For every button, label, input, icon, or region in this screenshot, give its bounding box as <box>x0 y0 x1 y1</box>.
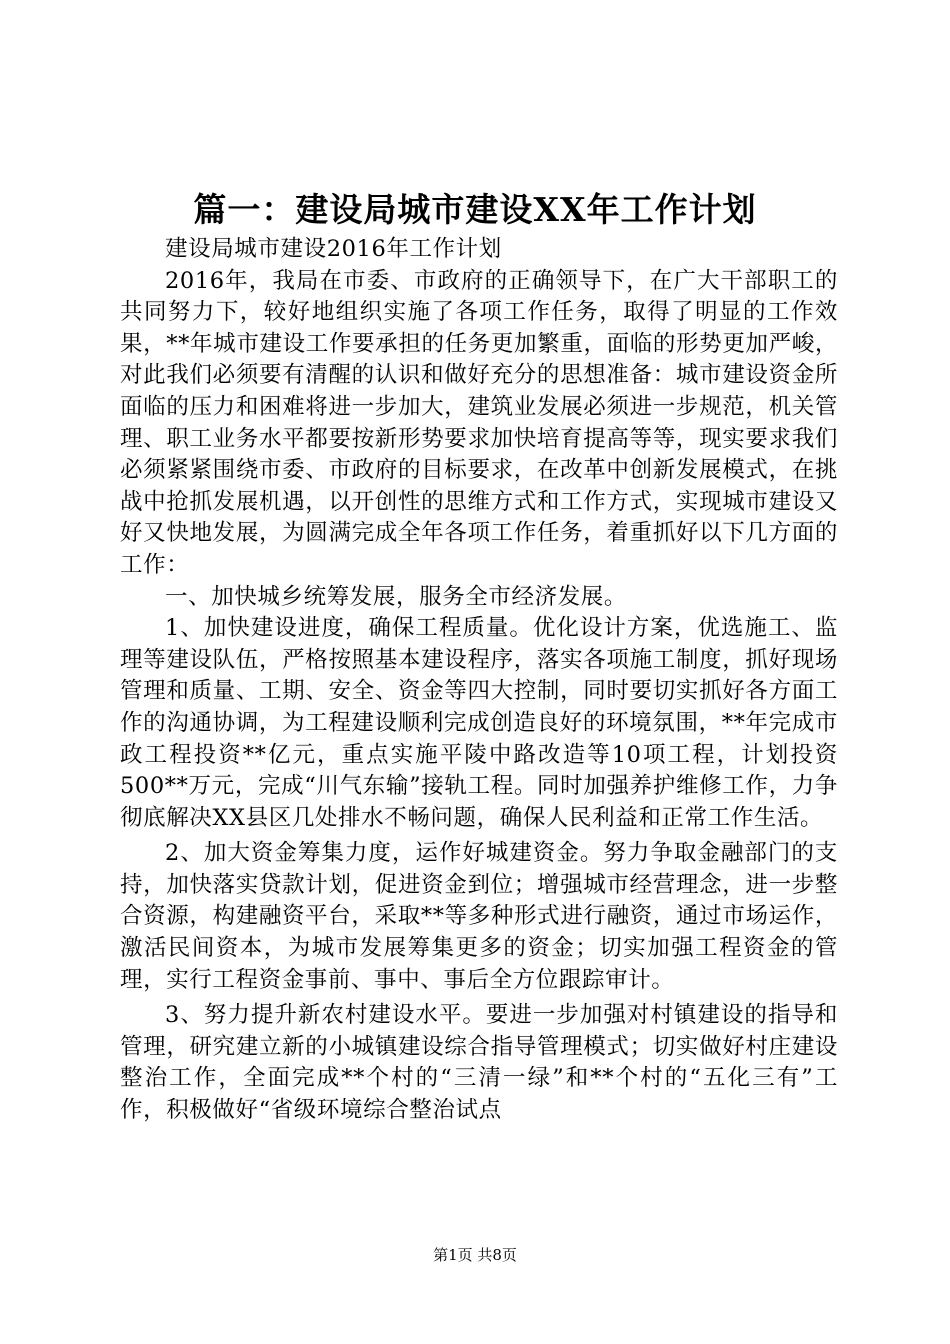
paragraph-intro: 2016年，我局在市委、市政府的正确领导下，在广大干部职工的共同努力下，较好地组织实施了各项工作任务，取得了明显的工作效果，**年城市建设工作要承担的任务更加繁重，面临的形势更加严峻，对此我们必须要有清醒的认识和做好充分的思想准备：城市建设资金所面临的压力和困难将进一步加大，建筑业发展必须进一步规范，机关管理、职工业务水平都要按新形势要求加快培育提高等等，现实要求我们必须紧紧围绕市委、市政府的目标要求，在改革中创新发展模式，在挑战中抢抓发展机遇，以开创性的思维方式和工作方式，实现城市建设又好又快地发展，为圆满完成全年各项工作任务，着重抓好以下几方面的工作： <box>120 267 838 578</box>
document-title: 篇一：建设局城市建设XX年工作计划 <box>193 190 757 229</box>
paragraph-item-2: 2、加大资金筹集力度，运作好城建资金。努力争取金融部门的支持，加快落实贷款计划，促进资金到位；增强城市经营理念，进一步整合资源，构建融资平台，采取**等多种形式进行融资，通过市场运作，激活民间资本，为城市发展筹集更多的资金；切实加强工程资金的管理，实行工程资金事前、事中、事后全方位跟踪审计。 <box>120 840 838 993</box>
paragraph-subtitle: 建设局城市建设2016年工作计划 <box>165 236 502 262</box>
document-body <box>120 234 838 1127</box>
paragraph-item-3: 3、努力提升新农村建设水平。要进一步加强对村镇建设的指导和管理，研究建立新的小城镇建设综合指导管理模式；切实做好村庄建设整治工作，全面完成**个村的“三清一绿”和**个村的“五化三有”工作，积极做好“省级环境综合整治试点 <box>120 1002 838 1124</box>
page-number-footer: 第1页 共8页 <box>433 1246 517 1264</box>
paragraph-item-1: 1、加快建设进度，确保工程质量。优化设计方案，优选施工、监理等建设队伍，严格按照基本建设程序，落实各项施工制度，抓好现场管理和质量、工期、安全、资金等四大控制，同时要切实抓好各方面工作的沟通协调，为工程建设顺利完成创造良好的环境氛围，**年完成市政工程投资**亿元，重点实施平陵中路改造等10项工程，计划投资500**万元，完成“川气东输”接轨工程。同时加强养护维修工作，力争彻底解决XX县区几处排水不畅问题，确保人民利益和正常工作生活。 <box>120 615 838 831</box>
paragraph-section-heading: 一、加快城乡统筹发展，服务全市经济发展。 <box>165 583 628 610</box>
